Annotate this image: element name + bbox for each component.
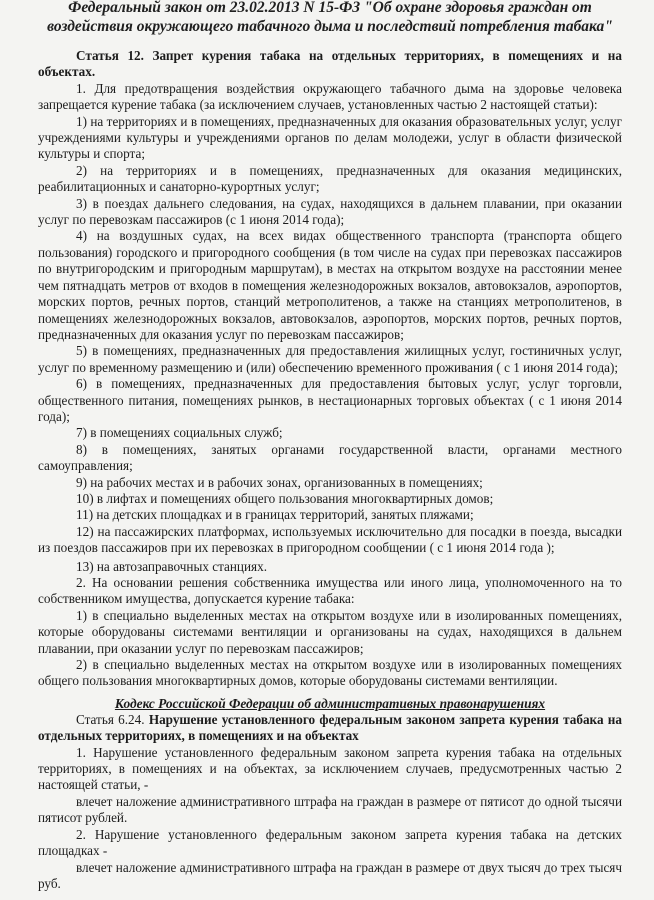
list-item: 1) в специально выделенных местах на открытом воздухе или в изолированных помещениях, которые оборудованы системами вентиляции и организованы на судах, находящихся в дальнем плавании, при оказании услуг по перевозкам пассажиров; [38,607,622,656]
header-line-1: Федеральный закон от 23.02.2013 N 15-ФЗ "Об охране здоровья граждан от [68,0,592,16]
list-item: 9) на рабочих местах и в рабочих зонах, организованных в помещениях; [76,474,483,490]
article-12-part-2: 2. На основании решения собственника имущества или иного лица, уполномоченного на то собственником имущества, допускается курение табака: [38,575,622,607]
koap-part-2-penalty: влечет наложение административного штрафа на граждан в размере от двух тысяч до трех тысяч руб. [38,859,622,891]
list-item: 5) в помещениях, предназначенных для предоставления жилищных услуг, гостиничных услуг, услуг по временному размещению и (или) обеспечению временного проживания ( с 1 июня 2014 года); [38,343,622,375]
list-item: 13) на автозаправочных станциях. [76,558,267,574]
list-item: 4) на воздушных судах, на всех видах общественного транспорта (транспорта общего пользования) городского и пригородного сообщения (в том числе на судах при перевозках пассажиров по внутригородским и пригородным маршрутам), в местах на открытом воздухе на расстоянии менее чем пятнадцать метров от входов в помещения железнодорожных вокзалов, автовокзалов, аэропортов, морских портов, речных портов, станций метрополитенов, а также на станциях метрополитенов, в помещениях железнодорожных вокзалов, автовокзалов, аэропортов, морских портов, речных портов, предназначенных для оказания услуг по перевозкам пассажиров; [38,228,622,342]
koap-part-1: 1. Нарушение установленного федеральным законом запрета курения табака на отдельных территориях, в помещениях и на объектах, за исключением случаев, предусмотренных частью 2 настоящей статьи, - [38,744,622,793]
article-12-title: Статья 12. Запрет курения табака на отдельных территориях, в помещениях и на объектах. [38,48,622,80]
list-item: 1) на территориях и в помещениях, предназначенных для оказания образовательных услуг, услуг учреждениями культуры и учреждениями органов по делам молодежи, услуг в области физической культуры и спорта; [38,113,622,162]
list-item: 2) на территориях и в помещениях, предназначенных для оказания медицинских, реабилитационных и санаторно-курортных услуг; [38,162,622,195]
koap-article-title: Нарушение установленного федеральным законом запрета курения табака на отдельных территориях, в помещениях и на объектах [38,711,622,744]
koap-article-number: Статья 6.24. [76,711,145,727]
list-item: 3) в поездах дальнего следования, на судах, находящихся в дальнем плавании, при оказании услуг по перевозкам пассажиров (с 1 июня 2014 года); [38,195,622,228]
koap-title: Кодекс Российской Федерации об административных правонарушениях [114,695,546,711]
header-line-2: воздействия окружающего табачного дыма и последствий потребления табака" [47,18,613,35]
koap-part-2: 2. Нарушение установленного федеральным законом запрета курения табака на детских площадках - [38,826,622,859]
koap-part-1-penalty: влечет наложение административного штрафа на граждан в размере от пятисот до одной тысячи пятисот рублей. [38,793,622,826]
list-item: 6) в помещениях, предназначенных для предоставления бытовых услуг, услуг торговли, общественного питания, помещениях рынков, в нестационарных торговых объектах ( с 1 июня 2014 года); [38,376,622,424]
list-item: 11) на детских площадках и в границах территорий, занятых пляжами; [76,507,474,523]
document-header [38,0,622,36]
list-item: 10) в лифтах и помещениях общего пользования многоквартирных домов; [76,490,494,506]
list-item: 2) в специально выделенных местах на открытом воздухе или в изолированных помещениях общего пользования многоквартирных домов, которые оборудованы системами вентиляции. [38,657,622,689]
list-item: 8) в помещениях, занятых органами государственной власти, органами местного самоуправления; [38,441,622,474]
list-item: 7) в помещениях социальных служб; [76,425,283,441]
article-12-part-1: 1. Для предотвращения воздействия окружающего табачного дыма на здоровье человека запрещается курение табака (за исключением случаев, установленных частью 2 настоящей статьи): [38,80,622,113]
list-item: 12) на пассажирских платформах, используемых исключительно для посадки в поезда, высадки из поездов пассажиров при их перевозках в пригородном сообщении ( с 1 июня 2014 года ); [38,523,622,556]
koap-article-heading [38,712,622,745]
